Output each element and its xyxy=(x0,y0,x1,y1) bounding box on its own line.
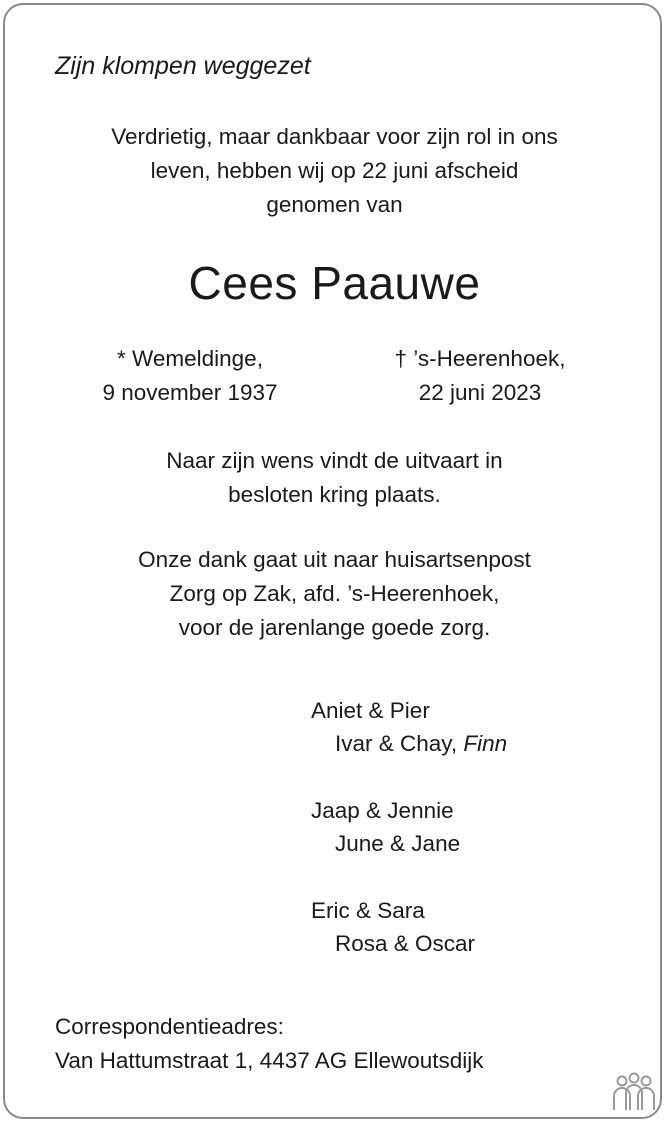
birth-info xyxy=(80,342,300,410)
death-date: 22 juni 2023 xyxy=(418,380,542,405)
thanks-notice xyxy=(0,543,669,645)
thanks-line: Zorg op Zak, afd. ’s-Heerenhoek, xyxy=(169,581,500,606)
family-group xyxy=(311,894,475,960)
birth-date: 9 november 1937 xyxy=(102,380,278,405)
intro-text xyxy=(0,120,669,222)
funeral-notice xyxy=(0,444,669,512)
intro-line: Verdrietig, maar dankbaar voor zijn rol in ons xyxy=(111,124,558,149)
grandchild-name: Finn xyxy=(463,731,508,756)
intro-line: leven, hebben wij op 22 juni afscheid xyxy=(150,158,519,183)
thanks-line: Onze dank gaat uit naar huisartsenpost xyxy=(138,547,531,572)
thanks-line: voor de jarenlange goede zorg. xyxy=(178,615,491,640)
children-names: Ivar & Chay, xyxy=(335,731,458,756)
family-group xyxy=(311,694,507,760)
family-group xyxy=(311,794,460,860)
funeral-line: Naar zijn wens vindt de uitvaart in xyxy=(166,448,503,473)
family-children: Rosa & Oscar xyxy=(335,931,476,956)
correspondence-address xyxy=(55,1010,484,1078)
correspondence-label: Correspondentieadres: xyxy=(55,1014,284,1039)
correspondence-address-line: Van Hattumstraat 1, 4437 AG Ellewoutsdijk xyxy=(55,1048,484,1073)
people-group-icon xyxy=(608,1072,660,1112)
funeral-line: besloten kring plaats. xyxy=(228,482,441,507)
family-parents: Aniet & Pier xyxy=(311,698,430,723)
family-children xyxy=(311,727,507,760)
birth-place: * Wemeldinge, xyxy=(117,346,263,371)
family-parents: Eric & Sara xyxy=(311,898,425,923)
family-children: June & Jane xyxy=(335,831,461,856)
intro-line: genomen van xyxy=(266,192,403,217)
family-parents: Jaap & Jennie xyxy=(311,798,454,823)
death-info xyxy=(370,342,590,410)
deceased-name: Cees Paauwe xyxy=(188,257,481,309)
motto: Zijn klompen weggezet xyxy=(55,52,311,80)
death-place: † ’s-Heerenhoek, xyxy=(394,346,566,371)
